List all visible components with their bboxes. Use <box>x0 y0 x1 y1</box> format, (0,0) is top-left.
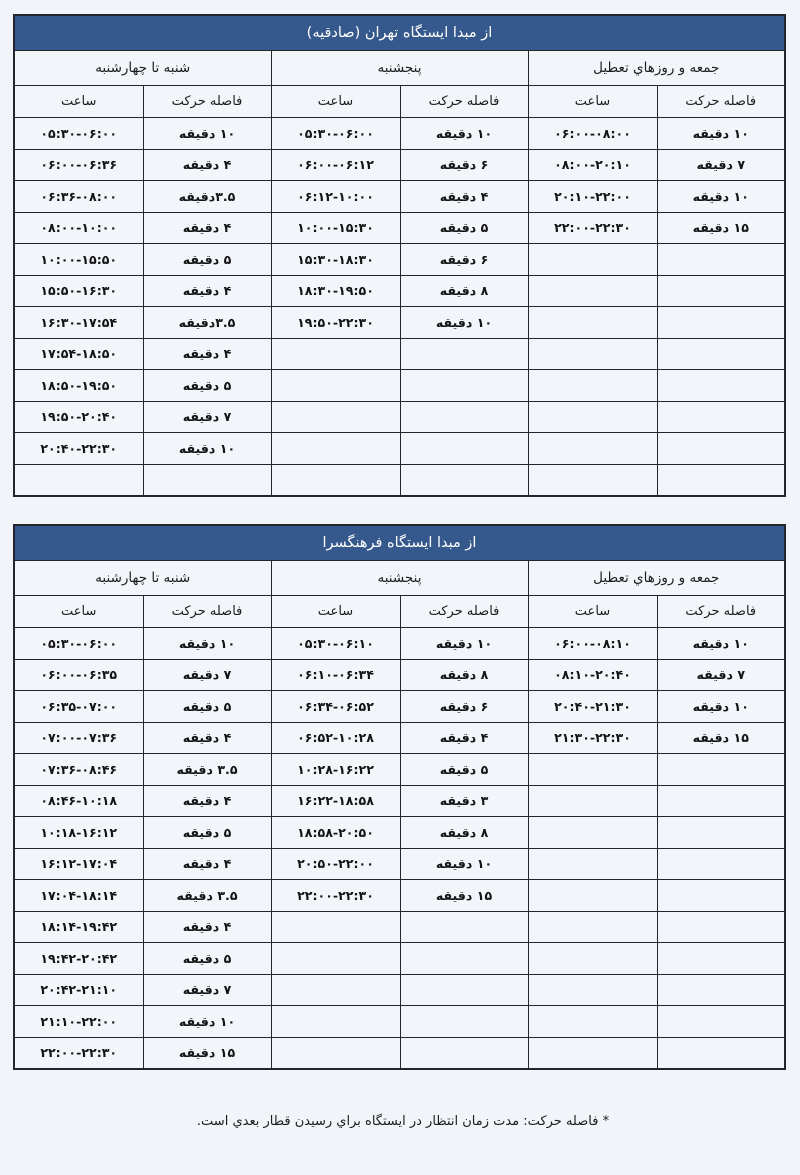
cell-time-friday: ۲۱:۳۰-۲۲:۳۰ <box>528 722 657 754</box>
cell-time-thursday: ۱۹:۵۰-۲۲:۳۰ <box>271 307 400 339</box>
cell-time-thursday: ۱۸:۳۰-۱۹:۵۰ <box>271 275 400 307</box>
cell-gap-thursday <box>400 1037 528 1069</box>
col-header-gap-satwed: فاصله حرکت <box>143 596 271 628</box>
cell-time-satwed: ۲۰:۴۰-۲۲:۳۰ <box>14 433 143 465</box>
cell-time-friday <box>528 911 657 943</box>
table-row <box>14 691 785 723</box>
cell-gap-friday <box>657 401 785 433</box>
cell-time-satwed: ۲۱:۱۰-۲۲:۰۰ <box>14 1006 143 1038</box>
cell-gap-thursday: ۶ دقیقه <box>400 244 528 276</box>
cell-time-thursday: ۲۲:۰۰-۲۲:۳۰ <box>271 880 400 912</box>
cell-time-satwed: ۱۵:۵۰-۱۶:۳۰ <box>14 275 143 307</box>
cell-gap-satwed: ۷ دقیقه <box>143 659 271 691</box>
cell-gap-thursday: ۴ دقیقه <box>400 181 528 213</box>
col-header-time-thursday: ساعت <box>271 596 400 628</box>
cell-time-satwed: ۱۹:۴۲-۲۰:۴۲ <box>14 943 143 975</box>
cell-time-satwed: ۱۶:۱۲-۱۷:۰۴ <box>14 848 143 880</box>
cell-gap-friday: ۱۰ دقیقه <box>657 691 785 723</box>
cell-time-friday <box>528 1037 657 1069</box>
cell-gap-thursday: ۸ دقیقه <box>400 275 528 307</box>
cell-gap-satwed: ۳.۵دقیقه <box>143 307 271 339</box>
cell-time-thursday: ۰۵:۳۰-۰۶:۱۰ <box>271 628 400 660</box>
cell-time-thursday: ۰۶:۳۴-۰۶:۵۲ <box>271 691 400 723</box>
cell-time-thursday <box>271 338 400 370</box>
cell-time-friday <box>528 974 657 1006</box>
cell-time-satwed: ۰۶:۳۵-۰۷:۰۰ <box>14 691 143 723</box>
cell-time-satwed: ۰۵:۳۰-۰۶:۰۰ <box>14 628 143 660</box>
cell-gap-satwed: ۱۰ دقیقه <box>143 433 271 465</box>
cell-gap-friday <box>657 370 785 402</box>
cell-time-satwed: ۰۸:۴۶-۱۰:۱۸ <box>14 785 143 817</box>
cell-gap-thursday: ۸ دقیقه <box>400 659 528 691</box>
col-header-time-satwed: ساعت <box>14 596 143 628</box>
cell-time-satwed: ۱۷:۵۴-۱۸:۵۰ <box>14 338 143 370</box>
col-header-gap-friday: فاصله حرکت <box>657 86 785 118</box>
cell-gap-thursday <box>400 943 528 975</box>
table-row <box>14 943 785 975</box>
table-row <box>14 1037 785 1069</box>
cell-gap-friday: ۷ دقیقه <box>657 659 785 691</box>
cell-time-friday <box>528 244 657 276</box>
cell-gap-satwed: ۳.۵دقیقه <box>143 181 271 213</box>
cell-gap-friday <box>657 974 785 1006</box>
table-row <box>14 401 785 433</box>
cell-time-friday: ۲۰:۱۰-۲۲:۰۰ <box>528 181 657 213</box>
cell-time-friday <box>528 433 657 465</box>
cell-time-thursday <box>271 974 400 1006</box>
cell-gap-friday <box>657 433 785 465</box>
cell-time-friday: ۲۰:۴۰-۲۱:۳۰ <box>528 691 657 723</box>
cell-gap-friday <box>657 817 785 849</box>
day-group-friday: جمعه و روزهاي تعطیل <box>528 561 785 596</box>
cell-gap-friday: ۱۰ دقیقه <box>657 118 785 150</box>
cell-gap-friday <box>657 244 785 276</box>
table-row <box>14 338 785 370</box>
cell-gap-satwed: ۷ دقیقه <box>143 401 271 433</box>
cell-gap-satwed: ۴ دقیقه <box>143 722 271 754</box>
cell-gap-friday: ۱۵ دقیقه <box>657 212 785 244</box>
table-row <box>14 307 785 339</box>
cell-gap-satwed: ۱۰ دقیقه <box>143 118 271 150</box>
cell-time-satwed: ۱۸:۱۴-۱۹:۴۲ <box>14 911 143 943</box>
cell-gap-friday <box>657 943 785 975</box>
col-header-time-satwed: ساعت <box>14 86 143 118</box>
cell-gap-thursday: ۱۰ دقیقه <box>400 848 528 880</box>
cell-gap-satwed: ۱۰ دقیقه <box>143 1006 271 1038</box>
table-row <box>14 244 785 276</box>
cell-time-satwed: ۰۶:۳۶-۰۸:۰۰ <box>14 181 143 213</box>
cell-gap-friday <box>657 911 785 943</box>
cell-time-satwed: ۲۲:۰۰-۲۲:۳۰ <box>14 1037 143 1069</box>
cell-time-friday <box>528 338 657 370</box>
cell-time-thursday <box>271 401 400 433</box>
schedule-table-farhangsara <box>13 524 786 1070</box>
day-group-thursday: پنجشنبه <box>271 561 528 596</box>
cell-time-friday <box>528 370 657 402</box>
table-row <box>14 722 785 754</box>
table-body <box>14 628 785 1070</box>
table-row <box>14 628 785 660</box>
cell-gap-satwed: ۵ دقیقه <box>143 943 271 975</box>
cell-gap-friday: ۷ دقیقه <box>657 149 785 181</box>
day-group-header-row <box>14 561 785 596</box>
cell-gap-thursday <box>400 433 528 465</box>
cell-time-satwed: ۰۵:۳۰-۰۶:۰۰ <box>14 118 143 150</box>
cell-gap-satwed: ۴ دقیقه <box>143 848 271 880</box>
cell-time-friday <box>528 464 657 496</box>
cell-gap-satwed: ۴ دقیقه <box>143 785 271 817</box>
cell-time-thursday: ۱۰:۰۰-۱۵:۳۰ <box>271 212 400 244</box>
cell-time-satwed: ۱۸:۵۰-۱۹:۵۰ <box>14 370 143 402</box>
cell-time-satwed: ۰۸:۰۰-۱۰:۰۰ <box>14 212 143 244</box>
col-header-gap-friday: فاصله حرکت <box>657 596 785 628</box>
cell-time-friday <box>528 848 657 880</box>
day-group-thursday: پنجشنبه <box>271 51 528 86</box>
cell-gap-friday <box>657 785 785 817</box>
cell-time-thursday <box>271 943 400 975</box>
cell-gap-satwed: ۴ دقیقه <box>143 275 271 307</box>
cell-time-friday: ۲۲:۰۰-۲۲:۳۰ <box>528 212 657 244</box>
cell-gap-friday <box>657 338 785 370</box>
cell-time-satwed: ۰۷:۳۶-۰۸:۴۶ <box>14 754 143 786</box>
cell-time-satwed: ۰۶:۰۰-۰۶:۳۶ <box>14 149 143 181</box>
table-row <box>14 848 785 880</box>
cell-time-satwed: ۱۹:۵۰-۲۰:۴۰ <box>14 401 143 433</box>
cell-time-satwed: ۱۷:۰۴-۱۸:۱۴ <box>14 880 143 912</box>
cell-gap-thursday: ۱۵ دقیقه <box>400 880 528 912</box>
table-row <box>14 275 785 307</box>
cell-gap-friday <box>657 275 785 307</box>
cell-gap-satwed <box>143 464 271 496</box>
cell-time-friday: ۰۸:۱۰-۲۰:۴۰ <box>528 659 657 691</box>
table-row <box>14 149 785 181</box>
cell-gap-satwed: ۵ دقیقه <box>143 691 271 723</box>
cell-gap-thursday: ۸ دقیقه <box>400 817 528 849</box>
cell-time-friday <box>528 754 657 786</box>
cell-gap-thursday: ۵ دقیقه <box>400 754 528 786</box>
cell-time-friday <box>528 307 657 339</box>
cell-gap-thursday <box>400 911 528 943</box>
cell-gap-thursday <box>400 401 528 433</box>
cell-time-thursday: ۰۶:۱۲-۱۰:۰۰ <box>271 181 400 213</box>
cell-time-thursday <box>271 911 400 943</box>
cell-time-thursday: ۱۶:۲۲-۱۸:۵۸ <box>271 785 400 817</box>
cell-gap-thursday: ۶ دقیقه <box>400 149 528 181</box>
cell-gap-thursday: ۴ دقیقه <box>400 722 528 754</box>
cell-time-thursday <box>271 370 400 402</box>
cell-time-thursday: ۰۵:۳۰-۰۶:۰۰ <box>271 118 400 150</box>
cell-gap-friday: ۱۰ دقیقه <box>657 628 785 660</box>
cell-time-thursday: ۱۸:۵۸-۲۰:۵۰ <box>271 817 400 849</box>
cell-gap-satwed: ۱۵ دقیقه <box>143 1037 271 1069</box>
cell-gap-thursday <box>400 464 528 496</box>
table-row <box>14 1006 785 1038</box>
cell-time-satwed: ۱۰:۰۰-۱۵:۵۰ <box>14 244 143 276</box>
day-group-saturday-wednesday: شنبه تا چهارشنبه <box>14 561 271 596</box>
cell-time-satwed: ۱۶:۳۰-۱۷:۵۴ <box>14 307 143 339</box>
col-header-gap-thursday: فاصله حرکت <box>400 86 528 118</box>
table-title: از مبدا ایستگاه تهران (صادقیه) <box>14 15 785 51</box>
cell-gap-thursday <box>400 1006 528 1038</box>
cell-gap-thursday: ۳ دقیقه <box>400 785 528 817</box>
col-header-gap-thursday: فاصله حرکت <box>400 596 528 628</box>
table-body <box>14 118 785 497</box>
cell-time-thursday <box>271 1006 400 1038</box>
cell-time-thursday <box>271 1037 400 1069</box>
day-group-saturday-wednesday: شنبه تا چهارشنبه <box>14 51 271 86</box>
schedule-footnote: * فاصله حرکت: مدت زمان انتظار در ایستگاه براي رسیدن قطار بعدي است. <box>196 1114 610 1129</box>
cell-gap-satwed: ۵ دقیقه <box>143 817 271 849</box>
cell-time-thursday: ۱۰:۲۸-۱۶:۲۲ <box>271 754 400 786</box>
schedule-table-tehran-sadeghiyeh <box>13 14 786 497</box>
cell-gap-thursday <box>400 338 528 370</box>
cell-time-satwed: ۱۰:۱۸-۱۶:۱۲ <box>14 817 143 849</box>
table-row <box>14 880 785 912</box>
col-header-time-friday: ساعت <box>528 86 657 118</box>
table-row <box>14 817 785 849</box>
cell-time-satwed: ۲۰:۴۲-۲۱:۱۰ <box>14 974 143 1006</box>
cell-time-thursday: ۰۶:۱۰-۰۶:۳۴ <box>271 659 400 691</box>
cell-gap-friday: ۱۵ دقیقه <box>657 722 785 754</box>
cell-time-friday <box>528 880 657 912</box>
cell-gap-thursday: ۶ دقیقه <box>400 691 528 723</box>
col-header-time-friday: ساعت <box>528 596 657 628</box>
table-row <box>14 754 785 786</box>
cell-time-thursday: ۰۶:۵۲-۱۰:۲۸ <box>271 722 400 754</box>
cell-time-satwed <box>14 464 143 496</box>
column-header-row <box>14 86 785 118</box>
cell-time-satwed: ۰۶:۰۰-۰۶:۳۵ <box>14 659 143 691</box>
table-row <box>14 659 785 691</box>
day-group-friday: جمعه و روزهاي تعطیل <box>528 51 785 86</box>
cell-gap-satwed: ۱۰ دقیقه <box>143 628 271 660</box>
table-row <box>14 212 785 244</box>
cell-gap-friday <box>657 1037 785 1069</box>
cell-gap-satwed: ۴ دقیقه <box>143 338 271 370</box>
cell-gap-thursday: ۱۰ دقیقه <box>400 118 528 150</box>
cell-gap-satwed: ۳.۵ دقیقه <box>143 880 271 912</box>
cell-time-satwed: ۰۷:۰۰-۰۷:۳۶ <box>14 722 143 754</box>
table-row <box>14 181 785 213</box>
cell-gap-satwed: ۴ دقیقه <box>143 911 271 943</box>
cell-time-friday <box>528 275 657 307</box>
cell-gap-satwed: ۴ دقیقه <box>143 149 271 181</box>
cell-gap-satwed: ۵ دقیقه <box>143 370 271 402</box>
cell-time-friday <box>528 785 657 817</box>
cell-time-friday: ۰۶:۰۰-۰۸:۰۰ <box>528 118 657 150</box>
cell-gap-thursday: ۱۰ دقیقه <box>400 307 528 339</box>
table-title-row <box>14 525 785 561</box>
day-group-header-row <box>14 51 785 86</box>
cell-time-thursday: ۲۰:۵۰-۲۲:۰۰ <box>271 848 400 880</box>
table-row <box>14 974 785 1006</box>
cell-time-friday <box>528 401 657 433</box>
table-title: از مبدا ایستگاه فرهنگسرا <box>14 525 785 561</box>
table-title-row <box>14 15 785 51</box>
cell-gap-thursday: ۵ دقیقه <box>400 212 528 244</box>
cell-time-thursday: ۱۵:۳۰-۱۸:۳۰ <box>271 244 400 276</box>
cell-time-thursday: ۰۶:۰۰-۰۶:۱۲ <box>271 149 400 181</box>
cell-gap-satwed: ۷ دقیقه <box>143 974 271 1006</box>
table-row <box>14 118 785 150</box>
cell-time-friday <box>528 943 657 975</box>
table-row <box>14 785 785 817</box>
cell-gap-friday: ۱۰ دقیقه <box>657 181 785 213</box>
cell-gap-friday <box>657 848 785 880</box>
cell-gap-friday <box>657 464 785 496</box>
cell-time-thursday <box>271 433 400 465</box>
table-row <box>14 911 785 943</box>
cell-gap-friday <box>657 1006 785 1038</box>
cell-gap-satwed: ۳.۵ دقیقه <box>143 754 271 786</box>
cell-gap-thursday <box>400 370 528 402</box>
cell-gap-friday <box>657 754 785 786</box>
cell-time-friday: ۰۸:۰۰-۲۰:۱۰ <box>528 149 657 181</box>
cell-gap-friday <box>657 880 785 912</box>
cell-time-thursday <box>271 464 400 496</box>
cell-gap-thursday: ۱۰ دقیقه <box>400 628 528 660</box>
column-header-row <box>14 596 785 628</box>
cell-gap-friday <box>657 307 785 339</box>
col-header-gap-satwed: فاصله حرکت <box>143 86 271 118</box>
cell-time-friday <box>528 1006 657 1038</box>
table-row <box>14 433 785 465</box>
table-row <box>14 370 785 402</box>
cell-time-friday: ۰۶:۰۰-۰۸:۱۰ <box>528 628 657 660</box>
cell-gap-thursday <box>400 974 528 1006</box>
table-row <box>14 464 785 496</box>
col-header-time-thursday: ساعت <box>271 86 400 118</box>
cell-gap-satwed: ۴ دقیقه <box>143 212 271 244</box>
cell-gap-satwed: ۵ دقیقه <box>143 244 271 276</box>
cell-time-friday <box>528 817 657 849</box>
